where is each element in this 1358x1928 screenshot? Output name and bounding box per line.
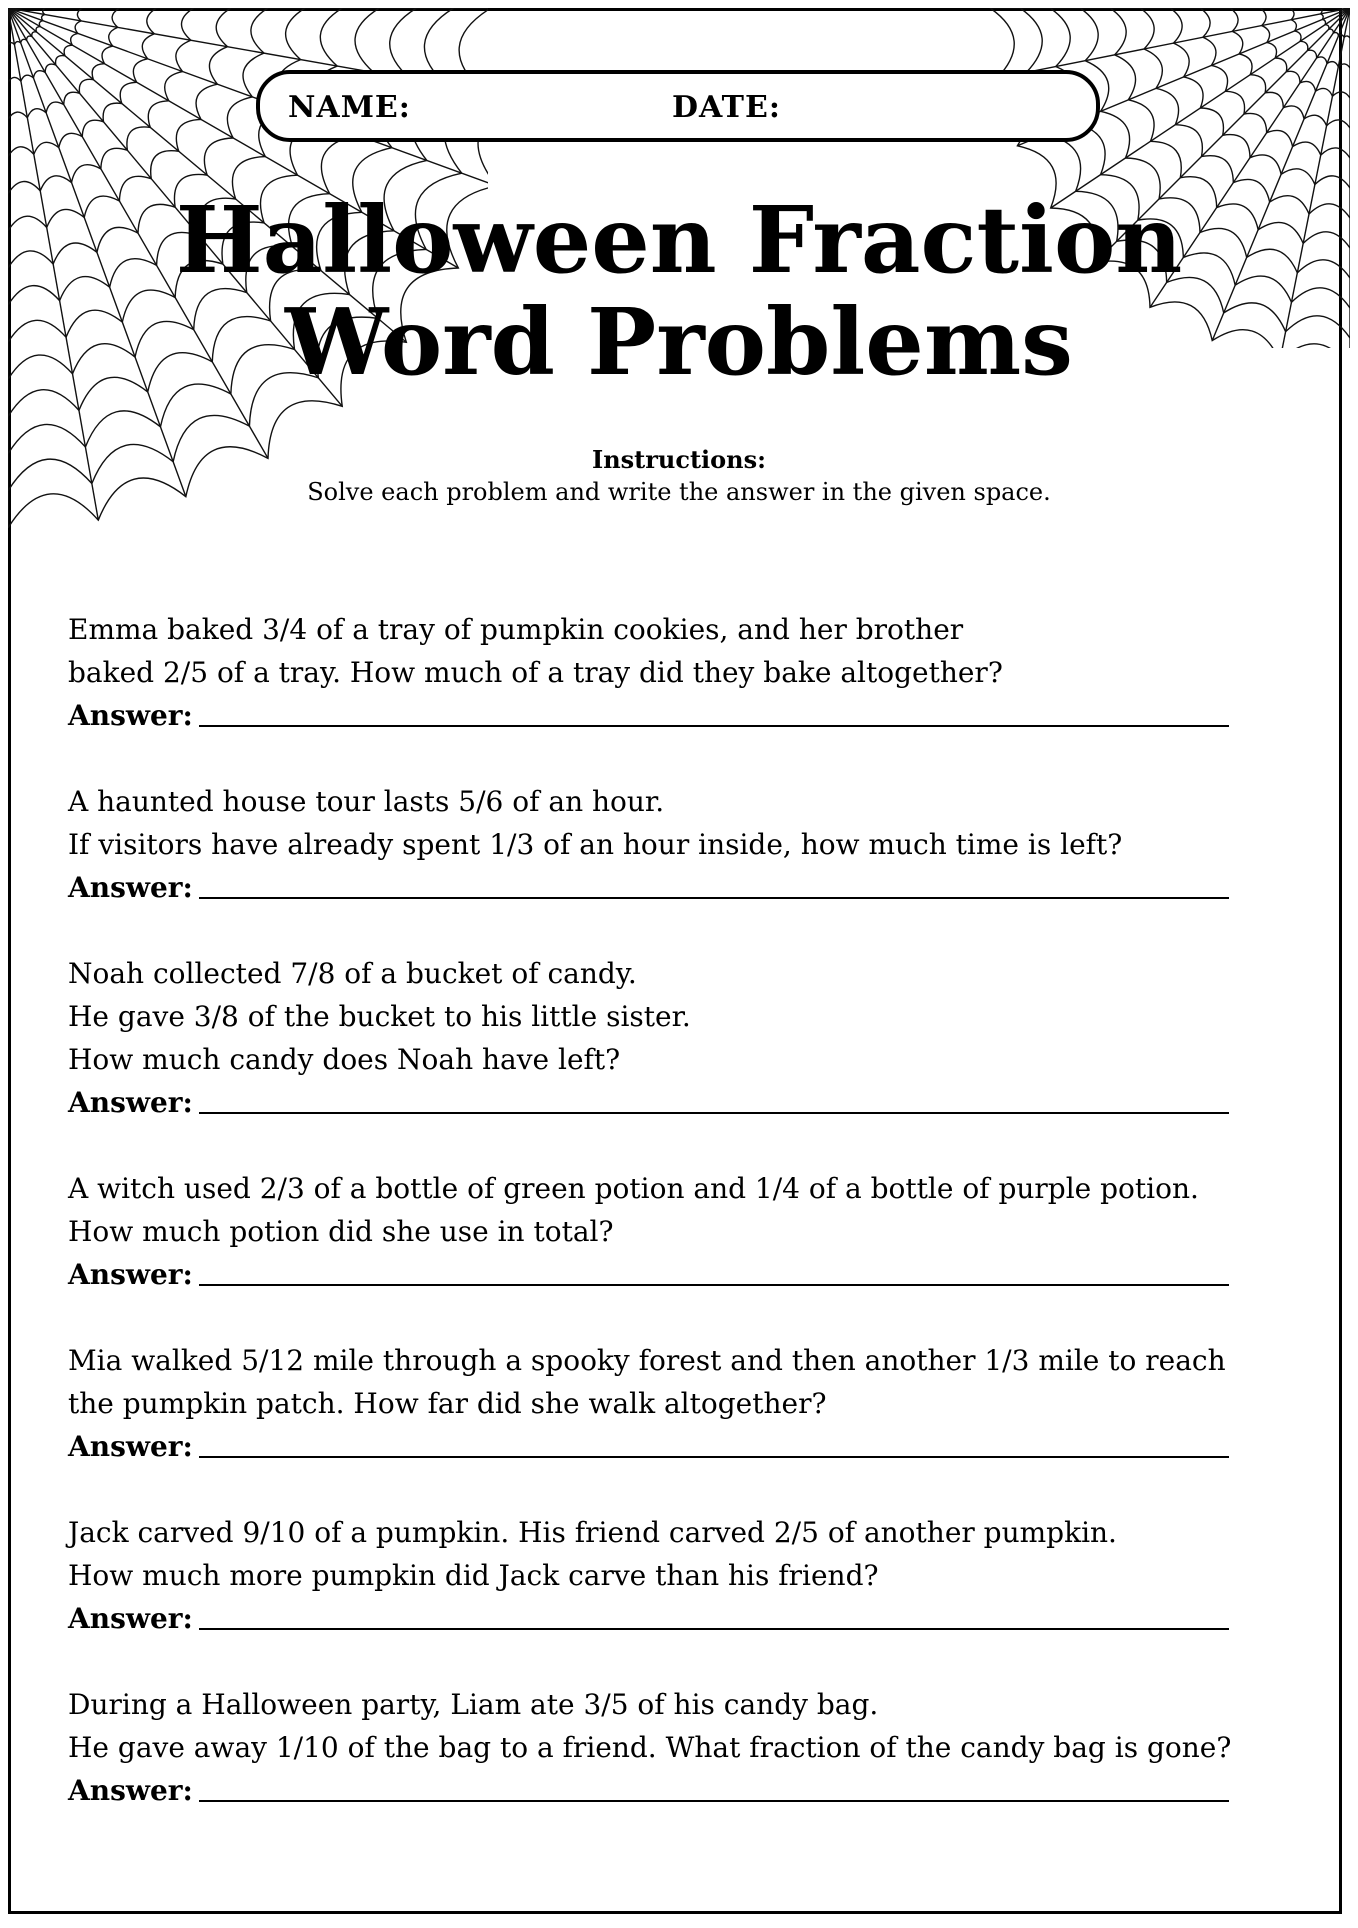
page-title-line-2: Word Problems bbox=[285, 288, 1073, 396]
problem-4 bbox=[68, 1167, 1338, 1296]
problem-text-line: During a Halloween party, Liam ate 3/5 of his candy bag. bbox=[68, 1688, 879, 1721]
problem-text-line: Emma baked 3/4 of a tray of pumpkin cookies, and her brother bbox=[68, 613, 964, 646]
problem-7 bbox=[68, 1683, 1338, 1812]
date-label: DATE: bbox=[672, 90, 781, 125]
problem-text-line: If visitors have already spent 1/3 of an hour inside, how much time is left? bbox=[68, 828, 1123, 861]
answer-blank-line[interactable] bbox=[199, 725, 1229, 727]
answer-blank-line[interactable] bbox=[199, 1628, 1229, 1630]
problem-text-line: He gave 3/8 of the bucket to his little sister. bbox=[68, 1000, 691, 1033]
answer-blank-line[interactable] bbox=[199, 1456, 1229, 1458]
problem-text-line: How much more pumpkin did Jack carve than his friend? bbox=[68, 1559, 879, 1592]
problem-5 bbox=[68, 1339, 1338, 1468]
problem-text-line: Jack carved 9/10 of a pumpkin. His friend carved 2/5 of another pumpkin. bbox=[68, 1516, 1117, 1549]
answer-blank-line[interactable] bbox=[199, 1112, 1229, 1114]
problem-1 bbox=[68, 608, 1338, 737]
answer-row bbox=[68, 1769, 1338, 1812]
answer-row bbox=[68, 1081, 1338, 1124]
answer-label: Answer: bbox=[68, 1430, 193, 1463]
answer-blank-line[interactable] bbox=[199, 1284, 1229, 1286]
answer-row bbox=[68, 1425, 1338, 1468]
problem-2 bbox=[68, 780, 1338, 909]
problem-text-line: How much candy does Noah have left? bbox=[68, 1043, 621, 1076]
instructions-heading: Instructions: bbox=[591, 445, 766, 474]
answer-row bbox=[68, 1597, 1338, 1640]
instructions-text: Solve each problem and write the answer in the given space. bbox=[307, 478, 1051, 506]
answer-blank-line[interactable] bbox=[199, 1800, 1229, 1802]
problem-text-line: Noah collected 7/8 of a bucket of candy. bbox=[68, 957, 637, 990]
answer-label: Answer: bbox=[68, 1774, 193, 1807]
name-label: NAME: bbox=[288, 90, 411, 125]
instructions bbox=[0, 444, 1358, 508]
answer-blank-line[interactable] bbox=[199, 897, 1229, 899]
answer-label: Answer: bbox=[68, 1602, 193, 1635]
answer-label: Answer: bbox=[68, 871, 193, 904]
problem-text-line: How much potion did she use in total? bbox=[68, 1215, 614, 1248]
problem-text-line: baked 2/5 of a tray. How much of a tray did they bake altogether? bbox=[68, 656, 1003, 689]
answer-row bbox=[68, 1253, 1338, 1296]
problem-3 bbox=[68, 952, 1338, 1124]
problem-text-line: the pumpkin patch. How far did she walk altogether? bbox=[68, 1387, 827, 1420]
name-date-box bbox=[256, 70, 1100, 142]
problem-text-line: A haunted house tour lasts 5/6 of an hour. bbox=[68, 785, 665, 818]
answer-label: Answer: bbox=[68, 699, 193, 732]
answer-label: Answer: bbox=[68, 1086, 193, 1119]
problem-text-line: A witch used 2/3 of a bottle of green potion and 1/4 of a bottle of purple potion. bbox=[68, 1172, 1199, 1205]
answer-row bbox=[68, 866, 1338, 909]
page-title-line-1: Halloween Fraction bbox=[175, 186, 1183, 294]
answer-label: Answer: bbox=[68, 1258, 193, 1291]
problem-list bbox=[68, 608, 1338, 1812]
problem-text-line: He gave away 1/10 of the bag to a friend. What fraction of the candy bag is gone? bbox=[68, 1731, 1232, 1764]
answer-row bbox=[68, 694, 1338, 737]
problem-text-line: Mia walked 5/12 mile through a spooky forest and then another 1/3 mile to reach bbox=[68, 1344, 1226, 1377]
problem-6 bbox=[68, 1511, 1338, 1640]
